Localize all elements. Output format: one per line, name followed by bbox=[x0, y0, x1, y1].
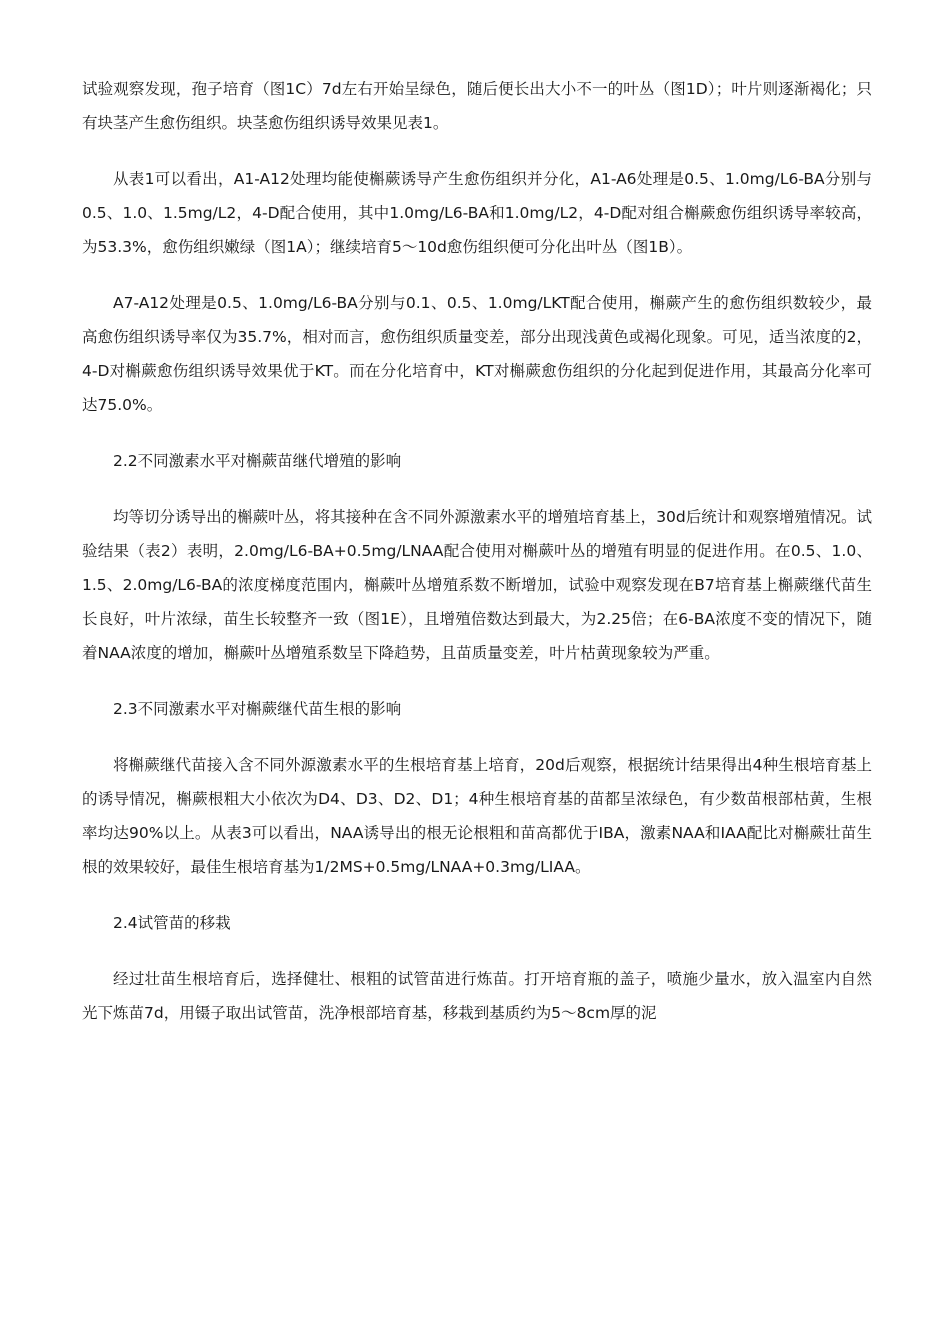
paragraph-proliferation: 均等切分诱导出的槲蕨叶丛，将其接种在含不同外源激素水平的增殖培育基上，30d后统计和观察增殖情况。试验结果（表2）表明，2.0mg/L6-BA+0.5mg/LNAA配合使用对槲蕨叶丛的增殖有明显的促进作用。在0.5、1.0、1.5、2.0mg/L6-BA的浓度梯度范围内，槲蕨叶丛增殖系数不断增加，试验中观察发现在B7培育基上槲蕨继代苗生长良好，叶片浓绿，苗生长较整齐一致（图1E），且增殖倍数达到最大，为2.25倍；在6-BA浓度不变的情况下，随着NAA浓度的增加，槲蕨叶丛增殖系数呈下降趋势，且苗质量变差，叶片枯黄现象较为严重。 bbox=[82, 508, 872, 662]
section-heading-2-2: 2.2不同激素水平对槲蕨苗继代增殖的影响 bbox=[113, 452, 402, 470]
paragraph-table1-a1-a6: 从表1可以看出，A1-A12处理均能使槲蕨诱导产生愈伤组织并分化，A1-A6处理是0.5、1.0mg/L6-BA分别与0.5、1.0、1.5mg/L2，4-D配合使用，其中1.0mg/L6-BA和1.0mg/L2，4-D配对组合槲蕨愈伤组织诱导率较高，为53.3%，愈伤组织嫩绿（图1A）；继续培育5～10d愈伤组织便可分化出叶丛（图1B）。 bbox=[82, 170, 872, 256]
section-heading-2-4: 2.4试管苗的移栽 bbox=[113, 914, 231, 932]
section-heading-2-3: 2.3不同激素水平对槲蕨继代苗生根的影响 bbox=[113, 700, 402, 718]
paragraph-transplant: 经过壮苗生根培育后，选择健壮、根粗的试管苗进行炼苗。打开培育瓶的盖子，喷施少量水，放入温室内自然光下炼苗7d，用镊子取出试管苗，洗净根部培育基，移栽到基质约为5～8cm厚的泥 bbox=[82, 970, 872, 1022]
paragraph-table1-a7-a12: A7-A12处理是0.5、1.0mg/L6-BA分别与0.1、0.5、1.0mg/LKT配合使用，槲蕨产生的愈伤组织数较少，最高愈伤组织诱导率仅为35.7%，相对而言，愈伤组织质量变差，部分出现浅黄色或褐化现象。可见，适当浓度的2，4-D对槲蕨愈伤组织诱导效果优于KT。而在分化培育中，KT对槲蕨愈伤组织的分化起到促进作用，其最高分化率可达75.0%。 bbox=[82, 294, 872, 414]
paragraph-spore-observation: 试验观察发现，孢子培育（图1C）7d左右开始呈绿色，随后便长出大小不一的叶丛（图1D）；叶片则逐渐褐化；只有块茎产生愈伤组织。块茎愈伤组织诱导效果见表1。 bbox=[82, 80, 872, 132]
paragraph-rooting: 将槲蕨继代苗接入含不同外源激素水平的生根培育基上培育，20d后观察，根据统计结果得出4种生根培育基上的诱导情况，槲蕨根粗大小依次为D4、D3、D2、D1；4种生根培育基的苗都呈浓绿色，有少数苗根部枯黄，生根率均达90%以上。从表3可以看出，NAA诱导出的根无论根粗和苗高都优于IBA，激素NAA和IAA配比对槲蕨壮苗生根的效果较好，最佳生根培育基为1/2MS+0.5mg/LNAA+0.3mg/LIAA。 bbox=[82, 756, 872, 876]
document-body bbox=[82, 72, 872, 1052]
